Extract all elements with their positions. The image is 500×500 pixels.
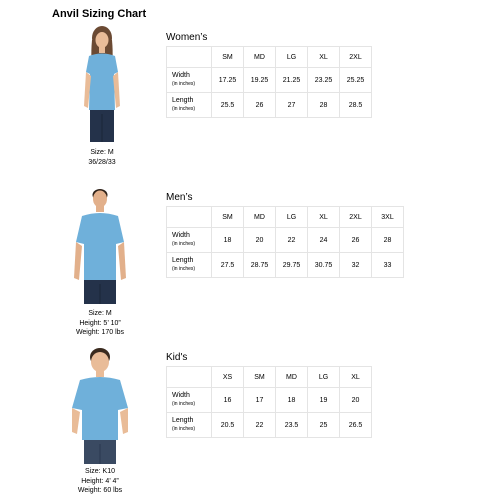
mens-model-figure: [60, 186, 140, 304]
width-row: [167, 68, 372, 93]
kids-model-figure: [60, 346, 140, 464]
caption-line: 36/28/33: [88, 158, 116, 166]
table-cell: 23.5: [276, 413, 308, 438]
table-cell: 29.75: [276, 253, 308, 278]
kids-model-photo: [60, 346, 140, 464]
womens-heading: Women’s: [166, 32, 208, 43]
row-label: Width (in inches): [167, 388, 212, 413]
size-header: 2XL: [340, 207, 372, 228]
table-cell: 16: [212, 388, 244, 413]
row-label: Length (in inches): [167, 93, 212, 118]
table-cell: 26: [244, 93, 276, 118]
table-cell: 33: [372, 253, 404, 278]
width-row: [167, 388, 372, 413]
table-cell: 28: [308, 93, 340, 118]
mens-size-table: [166, 206, 404, 278]
size-header: 3XL: [372, 207, 404, 228]
width-row: [167, 228, 404, 253]
row-label: Length (in inches): [167, 253, 212, 278]
table-cell: 22: [276, 228, 308, 253]
size-header: LG: [276, 207, 308, 228]
table-cell: 17.25: [212, 68, 244, 93]
size-header: MD: [276, 367, 308, 388]
womens-size-table: [166, 46, 372, 118]
size-header: SM: [244, 367, 276, 388]
size-header: XL: [340, 367, 372, 388]
table-cell: 28: [372, 228, 404, 253]
caption-line: Height: 4’ 4”: [81, 477, 119, 485]
table-cell: 25: [308, 413, 340, 438]
table-cell: 22: [244, 413, 276, 438]
table-cell: 20: [340, 388, 372, 413]
table-cell: 30.75: [308, 253, 340, 278]
table-cell: 32: [340, 253, 372, 278]
kids-heading: Kid's: [166, 352, 188, 363]
kids-model-caption: [40, 467, 160, 496]
size-header-row: [167, 207, 404, 228]
table-cell: 20.5: [212, 413, 244, 438]
size-header: SM: [212, 207, 244, 228]
size-header: XL: [308, 207, 340, 228]
size-header: 2XL: [340, 47, 372, 68]
table-cell: 19: [308, 388, 340, 413]
size-header: MD: [244, 207, 276, 228]
caption-line: Size: M: [90, 149, 114, 156]
table-cell: 20: [244, 228, 276, 253]
caption-line: Weight: 60 lbs: [77, 487, 123, 494]
table-cell: 21.25: [276, 68, 308, 93]
length-row: [167, 413, 372, 438]
size-header: LG: [308, 367, 340, 388]
caption-line: Height: 5’ 10”: [79, 319, 121, 327]
row-label: Width (in inches): [167, 68, 212, 93]
size-header-row: [167, 47, 372, 68]
row-label: Length (in inches): [167, 413, 212, 438]
table-corner: [167, 207, 212, 228]
caption-line: Size: K10: [85, 468, 115, 475]
table-corner: [167, 367, 212, 388]
row-label: Width (in inches): [167, 228, 212, 253]
size-header: XL: [308, 47, 340, 68]
length-row: [167, 93, 372, 118]
table-cell: 18: [212, 228, 244, 253]
size-header: MD: [244, 47, 276, 68]
table-cell: 27: [276, 93, 308, 118]
size-header: LG: [276, 47, 308, 68]
table-cell: 27.5: [212, 253, 244, 278]
table-cell: 25.5: [212, 93, 244, 118]
mens-model-caption: [40, 309, 160, 338]
table-cell: 26.5: [340, 413, 372, 438]
table-cell: 17: [244, 388, 276, 413]
table-cell: 18: [276, 388, 308, 413]
size-header: XS: [212, 367, 244, 388]
table-cell: 26: [340, 228, 372, 253]
womens-model-photo: [62, 26, 142, 146]
table-cell: 19.25: [244, 68, 276, 93]
caption-line: Weight: 170 lbs: [75, 329, 125, 336]
womens-model-caption: [42, 148, 162, 167]
mens-model-photo: [60, 186, 140, 304]
table-corner: [167, 47, 212, 68]
womens-model-figure: [62, 26, 142, 146]
caption-line: Size: M: [88, 310, 112, 317]
table-cell: 28.5: [340, 93, 372, 118]
size-header-row: [167, 367, 372, 388]
page-title: Anvil Sizing Chart: [52, 8, 147, 20]
table-cell: 28.75: [244, 253, 276, 278]
kids-size-table: [166, 366, 372, 438]
table-cell: 23.25: [308, 68, 340, 93]
size-header: SM: [212, 47, 244, 68]
table-cell: 25.25: [340, 68, 372, 93]
mens-heading: Men’s: [166, 192, 193, 203]
length-row: [167, 253, 404, 278]
table-cell: 24: [308, 228, 340, 253]
